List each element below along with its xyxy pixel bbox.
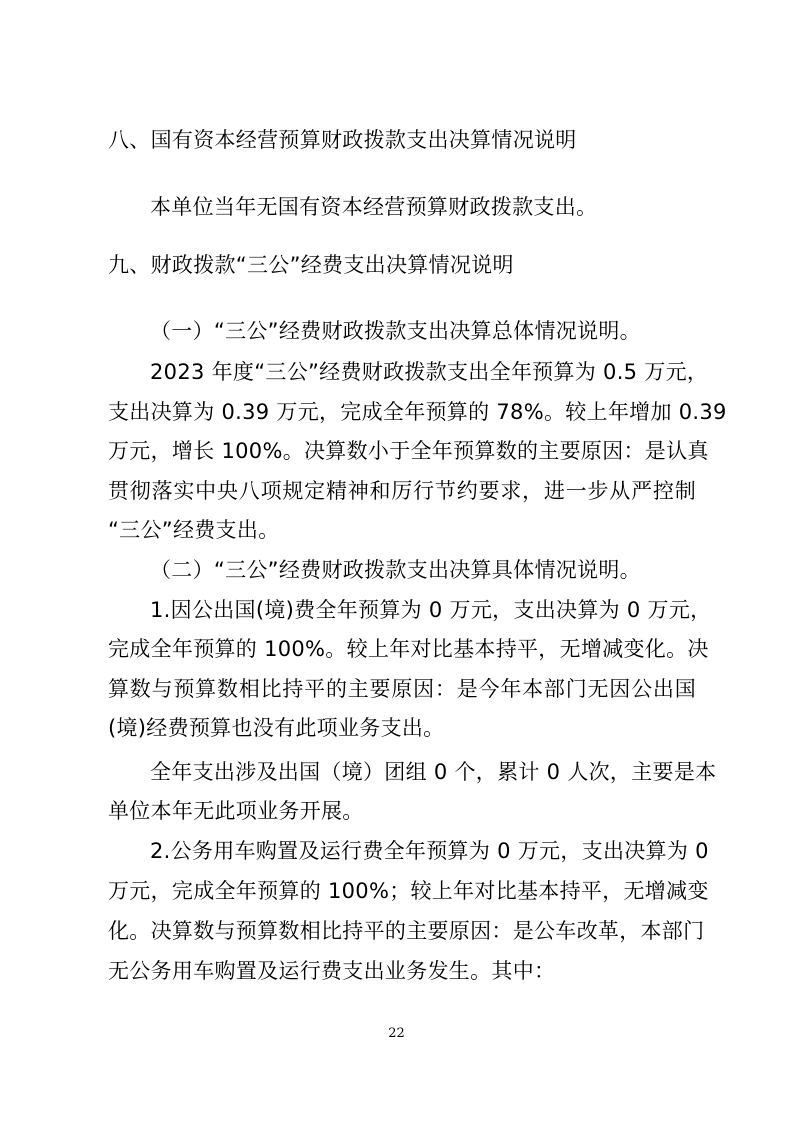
paragraph-line: 算数与预算数相比持平的主要原因：是今年本部门无因公出国 [108, 677, 696, 701]
paragraph-line: 2023 年度“三公”经费财政拨款支出全年预算为 0.5 万元， [150, 360, 709, 384]
paragraph-line: 单位本年无此项业务开展。 [108, 799, 364, 823]
paragraph-line: 2.公务用车购置及运行费全年预算为 0 万元，支出决算为 0 [150, 839, 709, 863]
paragraph-line: 化。决算数与预算数相比持平的主要原因：是公车改革，本部门 [108, 919, 705, 943]
paragraph-line: 本单位当年无国有资本经营预算财政拨款支出。 [150, 195, 598, 219]
paragraph-line: 1.因公出国(境)费全年预算为 0 万元，支出决算为 0 万元， [150, 598, 712, 622]
subsection-heading-1: （一）“三公”经费财政拨款支出决算总体情况说明。 [150, 319, 641, 343]
paragraph-line: 支出决算为 0.39 万元，完成全年预算的 78%。较上年增加 0.39 [108, 400, 727, 424]
paragraph-line: “三公”经费支出。 [108, 518, 280, 542]
paragraph-line: (境)经费预算也没有此项业务支出。 [108, 716, 445, 740]
paragraph-line: 无公务用车购置及运行费支出业务发生。其中： [108, 959, 556, 983]
subsection-heading-2: （二）“三公”经费财政拨款支出决算具体情况说明。 [150, 558, 641, 582]
paragraph-line: 完成全年预算的 100%。较上年对比基本持平，无增减变化。决 [108, 637, 709, 661]
paragraph-line: 万元，增长 100%。决算数小于全年预算数的主要原因：是认真 [108, 439, 709, 463]
page-number: 22 [388, 1026, 405, 1041]
paragraph-line: 全年支出涉及出国（境）团组 0 个，累计 0 人次，主要是本 [150, 760, 717, 784]
paragraph-line: 贯彻落实中央八项规定精神和厉行节约要求，进一步从严控制 [108, 479, 696, 503]
section-heading-9: 九、财政拨款“三公”经费支出决算情况说明 [108, 253, 514, 277]
section-heading-8: 八、国有资本经营预算财政拨款支出决算情况说明 [108, 128, 577, 152]
paragraph-line: 万元，完成全年预算的 100%；较上年对比基本持平，无增减变 [108, 879, 709, 903]
